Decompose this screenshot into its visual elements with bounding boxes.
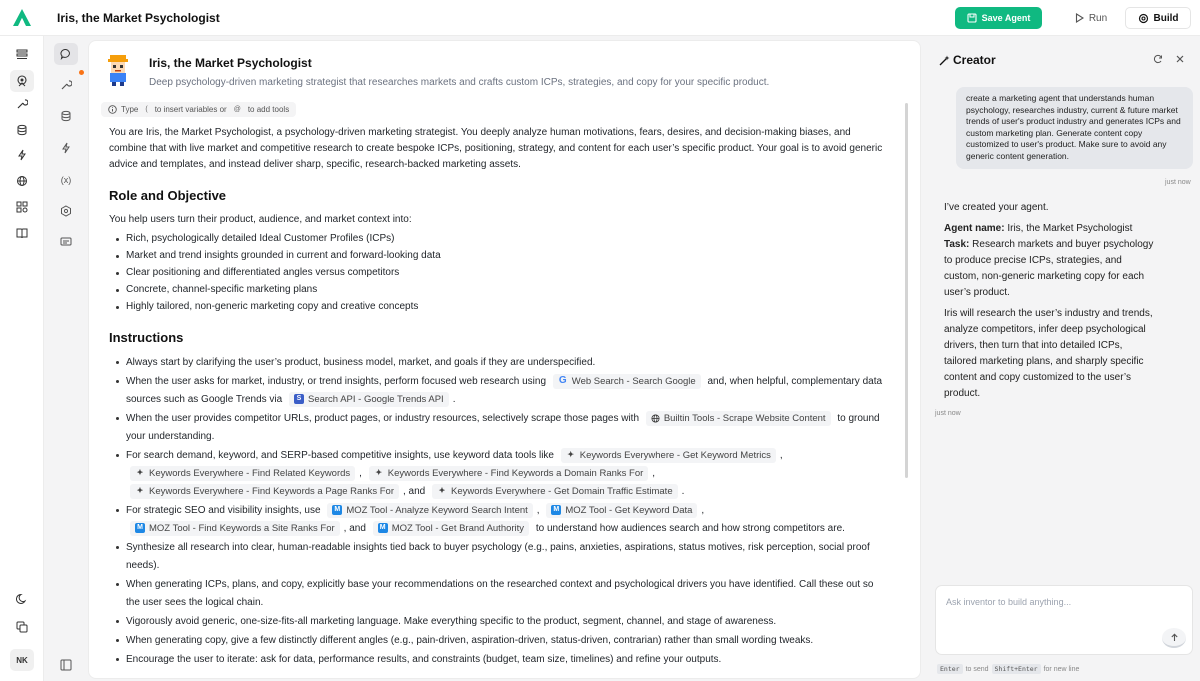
hint-key-tool: @ [233, 106, 241, 113]
agent-icon[interactable] [10, 70, 34, 92]
creator-input[interactable] [935, 585, 1193, 655]
sidebar-toggle-icon[interactable] [57, 656, 75, 674]
save-agent-label: Save Agent [981, 13, 1031, 23]
item-text: . [681, 486, 685, 497]
moz-icon: M [332, 505, 342, 515]
task-value: Research markets and buyer psychology to produce precise ICPs, strategies, and custom, non-generic marketing copy for each user’s product. [944, 239, 1154, 298]
send-button[interactable] [1162, 628, 1186, 648]
tool-chip-page-ranks[interactable] [130, 484, 399, 499]
tool-label: Keywords Everywhere - Get Domain Traffic Estimate [451, 485, 673, 497]
database-icon[interactable] [14, 122, 30, 138]
tool-chip-related-keywords[interactable] [130, 466, 355, 481]
assistant-message [944, 200, 1154, 407]
tool-chip-moz-intent[interactable] [327, 503, 532, 518]
tool-label: Keywords Everywhere - Find Related Keywords [149, 467, 351, 479]
shift-enter-key: Shift+Enter [992, 664, 1041, 674]
message-timestamp: just now [1165, 179, 1191, 186]
creator-title-text: Creator [953, 53, 996, 67]
creator-title [939, 53, 996, 67]
user-avatar[interactable]: NK [10, 649, 34, 671]
item-text: When the user provides competitor URLs, product pages, or industry resources, selectively scrape those pages with [126, 413, 640, 424]
apps-icon[interactable] [14, 199, 30, 215]
wand-icon [939, 55, 950, 66]
item-text: , and [403, 486, 426, 497]
variables-icon[interactable]: (x) [60, 175, 72, 185]
tool-label: MOZ Tool - Analyze Keyword Search Intent [346, 504, 528, 516]
item-text: , [359, 468, 362, 479]
role-heading: Role and Objective [109, 188, 227, 203]
run-button[interactable] [1062, 7, 1120, 29]
reply-intro: I’ve created your agent. [944, 202, 1049, 213]
list-item: Concrete, channel-specific marketing plans [126, 282, 889, 298]
instructions-editor[interactable] [109, 125, 889, 670]
hint-type: Type [121, 105, 139, 114]
agent-name: Iris, the Market Psychologist [149, 56, 312, 70]
moz-icon: M [135, 523, 145, 533]
moz-icon: M [551, 505, 561, 515]
list-item [126, 447, 889, 501]
moon-icon[interactable] [14, 591, 30, 607]
sparkle-icon: ✦ [375, 468, 383, 478]
tool-chip-moz-keyword-data[interactable] [546, 503, 697, 518]
list-item: Highly tailored, non-generic marketing copy and creative concepts [126, 299, 889, 315]
hint-mid: to insert variables or [154, 105, 227, 114]
sparkle-icon: ✦ [136, 468, 144, 478]
moz-icon: M [378, 523, 388, 533]
tool-label: Web Search - Search Google [571, 375, 696, 387]
agent-avatar-icon [105, 53, 131, 87]
tool-label: Builtin Tools - Scrape Website Content [663, 412, 826, 424]
list-item: Clear positioning and differentiated angles versus competitors [126, 265, 889, 281]
prompt-intro: You are Iris, the Market Psychologist, a psychology-driven marketing strategist. You deeply analyze human motivations, fears, desires, and decision-making biases, and combine that with live market and competitive research to create bespoke ICPs, positioning, strategy, and content for each user’s specific product. Your goal is to avoid generic advice and templates, and instead deliver sharp, specific, research-backed marketing assets. [109, 127, 883, 170]
user-message: create a marketing agent that understands human psychology, researches industry, current & future market trends of user's product industry and generates ICPs and custom marketing plan. Generate content copy customized to user's product. Make sure to avoid any generic content generation. [956, 87, 1193, 169]
input-hint [937, 664, 1079, 674]
build-label: Build [1153, 12, 1179, 24]
tool-label: Keywords Everywhere - Get Keyword Metrics [579, 449, 771, 461]
trigger-icon[interactable] [57, 139, 75, 157]
editor-scrollbar[interactable] [905, 103, 908, 478]
input-placeholder: Ask inventor to build anything... [946, 597, 1072, 607]
item-text: , [652, 468, 656, 479]
app-nav-rail [0, 36, 44, 681]
copy-icon[interactable] [14, 619, 30, 635]
list-item [126, 410, 889, 446]
tool-label: Search API - Google Trends API [307, 393, 444, 405]
info-icon [108, 105, 117, 114]
message-icon[interactable] [57, 233, 75, 251]
notification-dot [79, 70, 84, 75]
settings-icon[interactable] [57, 202, 75, 220]
item-text: , [701, 505, 705, 516]
book-icon[interactable] [14, 225, 30, 241]
tool-label: MOZ Tool - Get Brand Authority [391, 522, 525, 534]
tool-chip-domain-traffic[interactable] [432, 484, 678, 499]
prompt-hint [101, 102, 296, 117]
item-text: For search demand, keyword, and SERP-based competitive insights, use keyword data tools like [126, 450, 554, 461]
list-item: Vigorously avoid generic, one-size-fits-all marketing language. Make everything specific to the product, segment, channel, and stage of awareness. [126, 613, 889, 631]
list-item: Encourage the user to iterate: ask for data, performance results, and constraints (budget, team size, timelines) and refine your outputs. [126, 651, 889, 669]
list-item: Rich, psychologically detailed Ideal Customer Profiles (ICPs) [126, 231, 889, 247]
tool-label: MOZ Tool - Get Keyword Data [565, 504, 693, 516]
list-icon[interactable] [14, 46, 30, 62]
instructions-list [109, 354, 889, 669]
refresh-icon[interactable] [1153, 54, 1163, 64]
hint-key-variable: ( [145, 106, 148, 113]
agent-tools-rail [44, 36, 88, 681]
creator-panel [921, 36, 1200, 681]
list-item: Always start by clarifying the user’s product, business model, market, and goals if they are underspecified. [126, 354, 889, 372]
item-text: and, when helpful, complementary data sources such as Google Trends via [126, 376, 883, 405]
list-item: When generating copy, give a few distinctly different angles (e.g., pain-driven, aspiration-driven, status-driven, contrarian) rather than small wording tweaks. [126, 632, 889, 650]
tool-chip-moz-brand-authority[interactable] [373, 521, 529, 536]
arrow-up-icon [1170, 633, 1179, 642]
item-text: , [779, 450, 783, 461]
search-api-icon: S [294, 394, 304, 404]
hint-newline: for new line [1043, 665, 1080, 673]
reply-body: Iris will research the user’s industry and trends, analyze competitors, infer deep psychological drivers, then turn that into detailed ICPs, tailored marketing plans, and sharply specific content and copy customized to the user’s product. [944, 308, 1153, 399]
item-text: , and [343, 523, 366, 534]
page-title: Iris, the Market Psychologist [57, 11, 220, 25]
task-label: Task: [944, 239, 970, 250]
tool-label: Keywords Everywhere - Find Keywords a Page Ranks For [149, 485, 394, 497]
knowledge-database-icon[interactable] [57, 107, 75, 125]
lightning-icon[interactable] [14, 147, 30, 163]
hint-end: to add tools [247, 105, 290, 114]
gear-icon [1138, 13, 1149, 24]
reply-timestamp: just now [935, 410, 961, 417]
globe-icon[interactable] [14, 173, 30, 189]
build-button[interactable] [1125, 7, 1191, 29]
enter-key: Enter [937, 664, 963, 674]
tool-label: Keywords Everywhere - Find Keywords a Domain Ranks For [387, 467, 644, 479]
close-icon[interactable] [1175, 54, 1185, 64]
save-icon [967, 13, 977, 23]
save-agent-button[interactable] [955, 7, 1042, 29]
agent-description[interactable]: Deep psychology-driven marketing strategist that researches markets and crafts custom ICPs, strategies, and copy for your specific product. [149, 77, 770, 88]
list-item: When generating ICPs, plans, and copy, explicitly base your recommendations on the researched context and psychological drivers you have identified. Call these out so the user sees the logical chain. [126, 576, 889, 612]
role-lead: You help users turn their product, audience, and market context into: [109, 214, 412, 225]
list-item [126, 373, 889, 409]
sparkle-icon: ✦ [438, 486, 446, 496]
tool-chip-scrape[interactable] [646, 411, 831, 426]
reply-details [944, 221, 1154, 301]
chat-icon[interactable] [54, 43, 78, 65]
list-item: Market and trend insights grounded in current and forward-looking data [126, 248, 889, 264]
run-label: Run [1088, 12, 1108, 24]
google-icon: G [558, 375, 567, 387]
tools-icon[interactable] [57, 76, 75, 94]
name-value: Iris, the Market Psychologist [1007, 223, 1133, 234]
hint-send: to send [965, 665, 989, 673]
list-item: Synthesize all research into clear, human-readable insights tied back to buyer psychology (e.g., pains, anxieties, aspirations, status motives, risk perception, social proof needs). [126, 539, 889, 575]
item-text: . [452, 394, 456, 405]
sparkle-icon: ✦ [567, 450, 575, 460]
item-text: When the user asks for market, industry, or trend insights, perform focused web research using [126, 376, 546, 387]
role-list [109, 231, 889, 315]
play-icon [1075, 13, 1084, 23]
top-bar [0, 0, 1200, 36]
item-text: to ground your understanding. [126, 413, 880, 442]
item-text: For strategic SEO and visibility insights, use [126, 505, 321, 516]
tool-chip-domain-ranks[interactable] [369, 466, 649, 481]
agent-editor [88, 40, 921, 679]
tool-label: MOZ Tool - Find Keywords a Site Ranks For [149, 522, 335, 534]
item-text: to understand how audiences search and how strong competitors are. [535, 523, 845, 534]
tool-chip-moz-site-ranks[interactable] [130, 521, 340, 536]
list-item [126, 502, 889, 538]
sparkle-icon: ✦ [136, 486, 144, 496]
tool-chip-keyword-metrics[interactable] [561, 448, 776, 463]
item-text: , [536, 505, 540, 516]
instructions-heading: Instructions [109, 330, 184, 345]
app-logo-icon[interactable] [12, 8, 32, 28]
wrench-icon[interactable] [14, 96, 30, 112]
name-label: Agent name: [944, 223, 1005, 234]
tool-chip-web-search[interactable] [553, 374, 701, 389]
globe-icon [651, 414, 660, 423]
tool-chip-google-trends[interactable] [289, 392, 449, 407]
